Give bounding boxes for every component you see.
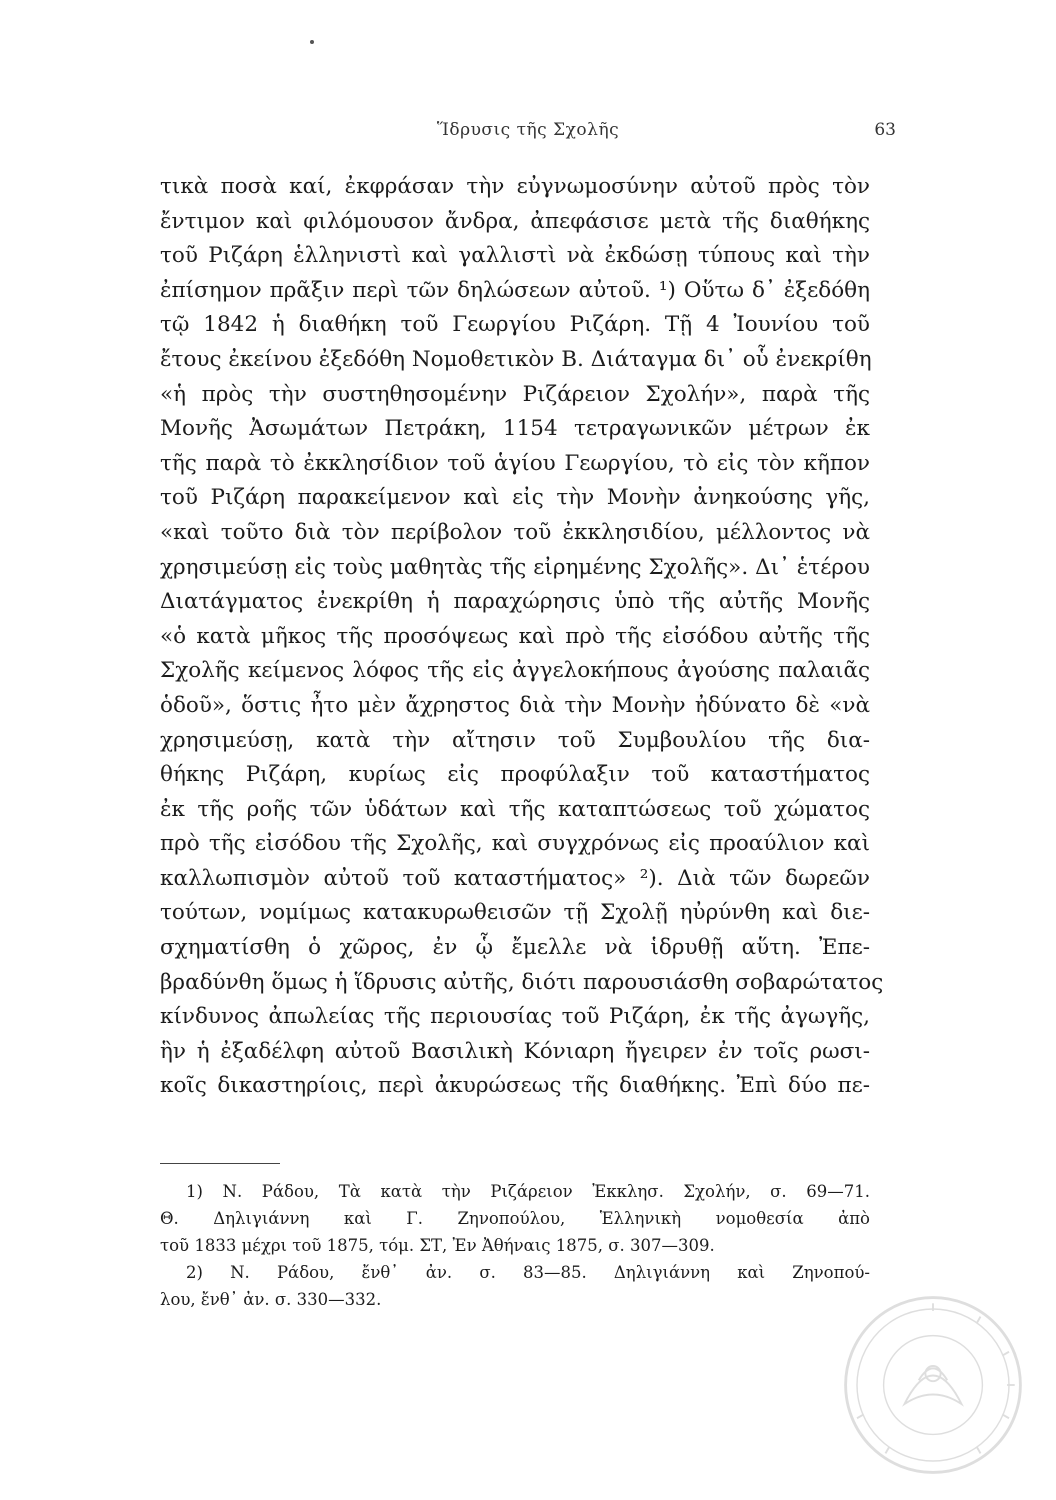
footnote-line: λου, ἔνθ᾽ ἀν. σ. 330—332. [160,1290,382,1309]
footnote-line: 1) Ν. Ράδου, Τὰ κατὰ τὴν Ριζάρειον Ἐκκλησ. Σχολήν, σ. 69—71. [186,1182,870,1201]
body-line: ἔντιμον καὶ φιλόμουσον ἄνδρα, ἀπεφάσισε μετὰ τῆς διαθήκης [160,208,870,234]
footnotes [160,1178,870,1313]
footnote-rule [160,1163,280,1164]
body-line: τικὰ ποσὰ καί, ἐκφράσαν τὴν εὐγνωμοσύνην αὐτοῦ πρὸς τὸν [160,174,870,199]
body-line: «ἡ πρὸς τὴν συστηθησομένην Ριζάρειον Σχολήν», παρὰ τῆς [160,381,870,407]
body-line: ἐπίσημον πρᾶξιν περὶ τῶν δηλώσεων αὐτοῦ. ¹) Οὕτω δ᾽ ἐξεδόθη [160,277,870,303]
body-line: καλλωπισμὸν αὐτοῦ τοῦ καταστήματος» ²). Διὰ τῶν δωρεῶν [160,865,870,891]
body-line: Μονῆς Ἀσωμάτων Πετράκη, 1154 τετραγωνικῶν μέτρων ἐκ [160,416,870,442]
running-title: Ἵδρυσις τῆς Σχολῆς [436,120,620,140]
body-line: ὁδοῦ», ὅστις ἦτο μὲν ἄχρηστος διὰ τὴν Μονὴν ἠδύνατο δὲ «νὰ [160,692,870,718]
body-line: Διατάγματος ἐνεκρίθη ἡ παραχώρησις ὑπὸ τῆς αὐτῆς Μονῆς [160,589,870,615]
body-line: ἐκ τῆς ροῆς τῶν ὑδάτων καὶ τῆς καταπτώσεως τοῦ χώματος [160,796,870,822]
footnote-line: Θ. Δηλιγιάννη καὶ Γ. Ζηνοπούλου, Ἑλληνικὴ νομοθεσία ἀπὸ [160,1209,870,1228]
body-line: τοῦ Ριζάρη ἑλληνιστὶ καὶ γαλλιστὶ νὰ ἐκδώσῃ τύπους καὶ τὴν [160,243,870,269]
university-seal-icon [838,1290,1028,1480]
body-line: σχηματίσθη ὁ χῶρος, ἐν ᾧ ἔμελλε νὰ ἱδρυθῇ αὕτη. Ἐπε- [160,935,870,961]
body-line: βραδύνθη ὅμως ἡ ἵδρυσις αὐτῆς, διότι παρουσιάσθη σοβαρώτατος [160,969,884,995]
body-line: ἣν ἡ ἐξαδέλφη αὐτοῦ Βασιλικὴ Κόνιαρη ἤγειρεν ἐν τοῖς ρωσι- [160,1038,870,1064]
body-line: τῷ 1842 ἡ διαθήκη τοῦ Γεωργίου Ριζάρη. Τῇ 4 Ἰουνίου τοῦ [160,312,870,338]
body-line: χρησιμεύσῃ, κατὰ τὴν αἴτησιν τοῦ Συμβουλίου τῆς δια- [160,727,870,753]
body-line: «ὁ κατὰ μῆκος τῆς προσόψεως καὶ πρὸ τῆς εἰσόδου αὐτῆς τῆς [160,623,870,649]
body-line: τούτων, νομίμως κατακυρωθεισῶν τῇ Σχολῇ ηὐρύνθη καὶ διε- [160,900,870,926]
footnote-line: 2) Ν. Ράδου, ἔνθ᾽ ἀν. σ. 83—85. Δηλιγιάννη καὶ Ζηνοπού- [186,1263,870,1282]
scan-speck [310,40,314,44]
body-line: χρησιμεύσῃ εἰς τοὺς μαθητὰς τῆς εἰρημένης Σχολῆς». Δι᾽ ἑτέρου [160,554,870,580]
body-line: «καὶ τοῦτο διὰ τὸν περίβολον τοῦ ἐκκλησιδίου, μέλλοντος νὰ [160,519,870,545]
body-line: τοῦ Ριζάρη παρακείμενον καὶ εἰς τὴν Μονὴν ἀνηκούσης γῆς, [160,485,870,511]
body-line: ἔτους ἐκείνου ἐξεδόθη Νομοθετικὸν Β. Διάταγμα δι᾽ οὗ ἐνεκρίθη [160,346,872,372]
body-line: κοῖς δικαστηρίοις, περὶ ἀκυρώσεως τῆς διαθήκης. Ἐπὶ δύο πε- [160,1073,870,1099]
body-line: τῆς παρὰ τὸ ἐκκλησίδιον τοῦ ἁγίου Γεωργίου, τὸ εἰς τὸν κῆπον [160,450,870,476]
body-line: Σχολῆς κείμενος λόφος τῆς εἰς ἀγγελοκήπους ἀγούσης παλαιᾶς [160,658,870,684]
running-head [160,120,896,148]
page-number: 63 [874,120,896,140]
body-line: θήκης Ριζάρη, κυρίως εἰς προφύλαξιν τοῦ καταστήματος [160,762,870,788]
body-line: κίνδυνος ἀπωλείας τῆς περιουσίας τοῦ Ριζάρη, ἐκ τῆς ἀγωγῆς, [160,1004,870,1030]
body-text [160,170,884,1104]
body-line: πρὸ τῆς εἰσόδου τῆς Σχολῆς, καὶ συγχρόνως εἰς προαύλιον καὶ [160,831,870,857]
footnote-line: τοῦ 1833 μέχρι τοῦ 1875, τόμ. ΣΤ, Ἐν Ἀθήναις 1875, σ. 307—309. [160,1236,715,1255]
